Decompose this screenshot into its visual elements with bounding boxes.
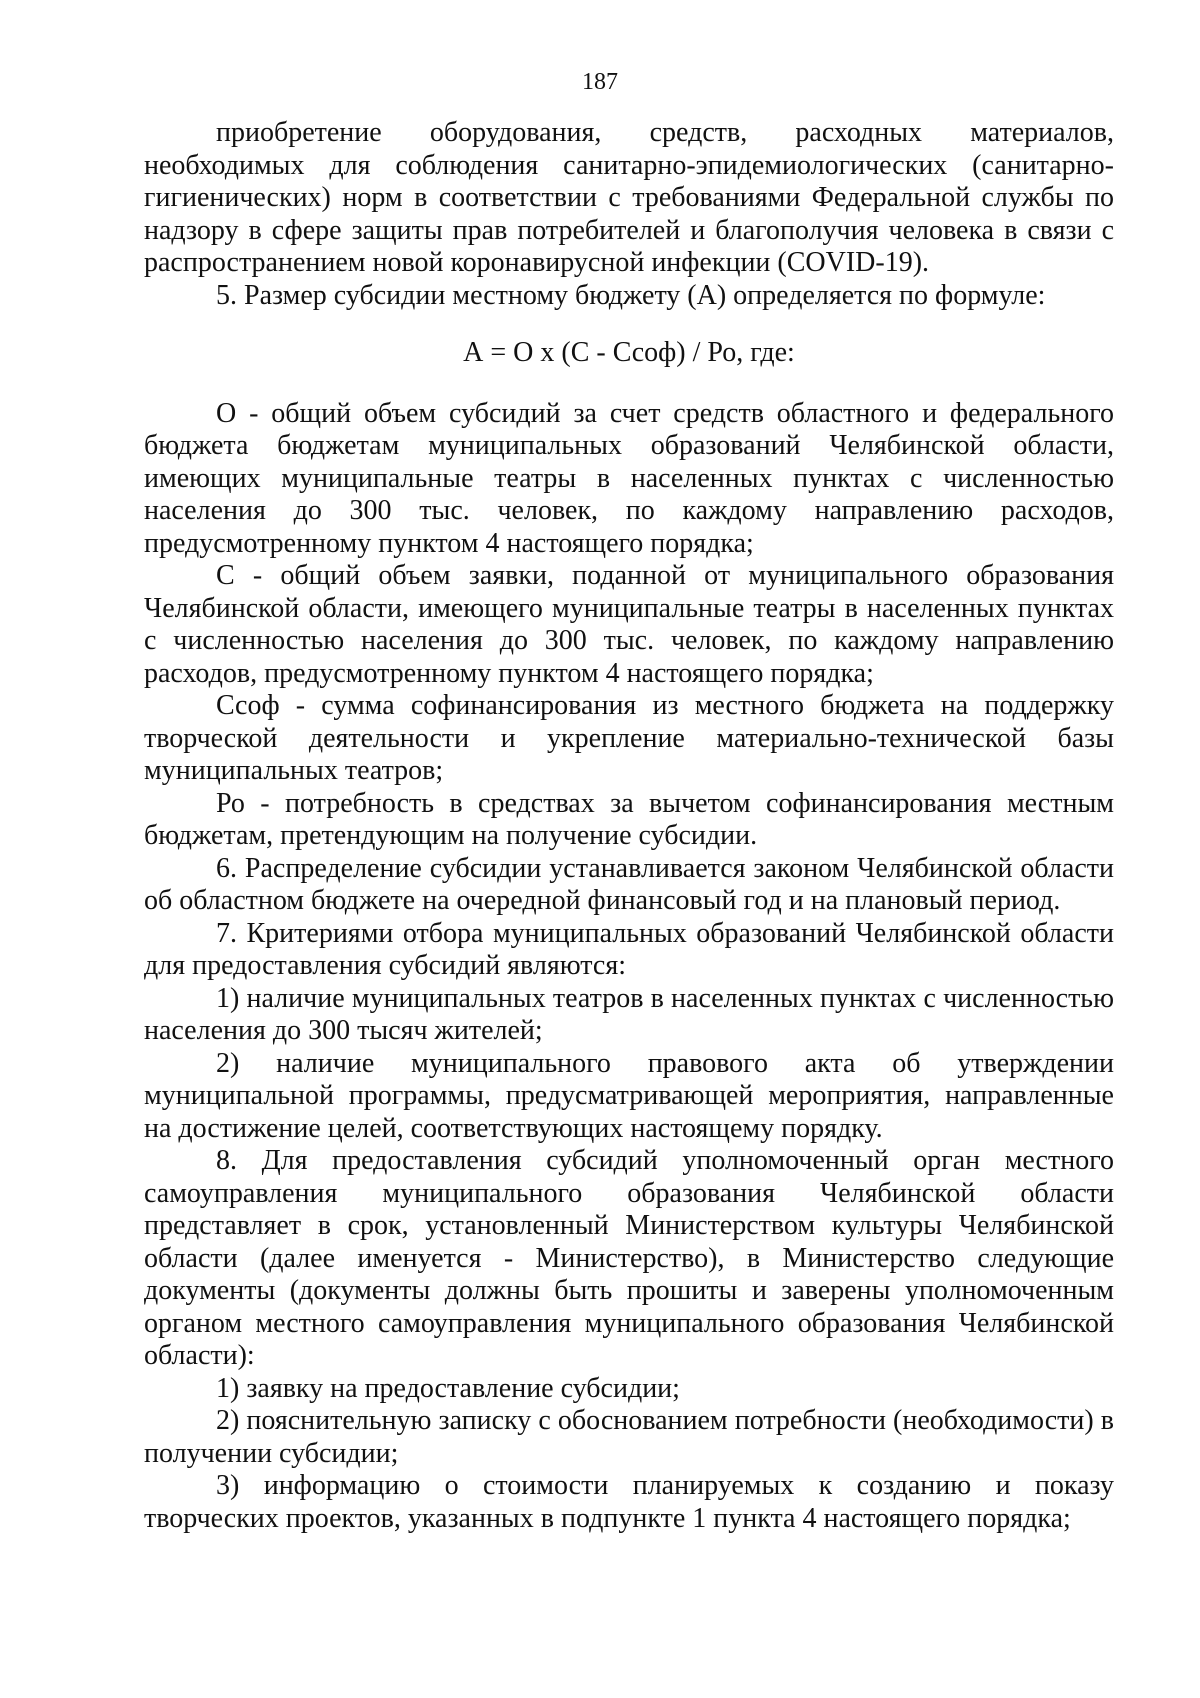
paragraph-6-distribution: 6. Распределение субсидии устанавливается законом Челябинской области об областном бюджете на очередной финансовый год и на плановый период. [144,852,1114,916]
paragraph-5-subsidy-size: 5. Размер субсидии местному бюджету (А) определяется по формуле: [216,279,1046,311]
paragraph-equipment-purchase: приобретение оборудования, средств, расходных материалов, необходимых для соблюдения санитарно-эпидемиологических (санитарно-гигиенических) норм в соответствии с требованиями Федеральной службы по надзору в сфере защиты прав потребителей и благополучия человека в связи с распространением новой коронавирусной инфекции (COVID-19). [144,117,1114,278]
paragraph-definition-o: О - общий объем субсидий за счет средств областного и федерального бюджета бюджетам муниципальных образований Челябинской области, имеющих муниципальные театры в населенных пунктах с численностью населения до 300 тыс. человек, по каждому направлению расходов, предусмотренному пунктом 4 настоящего порядка; [144,397,1114,559]
paragraph-8-documents: 8. Для предоставления субсидий уполномоченный орган местного самоуправления муниципального образования Челябинской области представляет в срок, установленный Министерством культуры Челябинской области (далее именуется - Министерство), в Министерство следующие документы (документы должны быть прошиты и заверены уполномоченным органом местного самоуправления муниципального образования Челябинской области): [144,1145,1114,1371]
paragraph-7-criteria: 7. Критериями отбора муниципальных образований Челябинской области для предоставления субсидий являются: [144,917,1114,981]
criteria-item-2: 2) наличие муниципального правового акта об утверждении муниципальной программы, предусматривающей мероприятия, направленные на достижение целей, соответствующих настоящему порядку. [144,1047,1114,1144]
paragraph-definition-ro: Ро - потребность в средствах за вычетом софинансирования местным бюджетам, претендующим на получение субсидии. [144,787,1114,851]
document-item-3: 3) информацию о стоимости планируемых к созданию и показу творческих проектов, указанных в подпункте 1 пункта 4 настоящего порядка; [144,1470,1114,1534]
document-body [144,117,1114,1535]
paragraph-definition-c: С - общий объем заявки, поданной от муниципального образования Челябинской области, имеющего муниципальные театры в населенных пунктах с численностью населения до 300 тыс. человек, по каждому направлению расходов, предусмотренному пунктом 4 настоящего порядка; [144,560,1114,689]
document-item-2: 2) пояснительную записку с обоснованием потребности (необходимости) в получении субсидии; [144,1405,1114,1469]
page-number: 187 [582,69,618,95]
paragraph-definition-csof: Ссоф - сумма софинансирования из местного бюджета на поддержку творческой деятельности и укрепление материально-технической базы муниципальных театров; [144,690,1114,786]
subsidy-formula: А = О х (С - Ссоф) / Ро, где: [463,337,795,368]
document-item-1: 1) заявку на предоставление субсидии; [216,1372,680,1404]
criteria-item-1: 1) наличие муниципальных театров в населенных пунктах с численностью населения до 300 тысяч жителей; [144,982,1114,1046]
